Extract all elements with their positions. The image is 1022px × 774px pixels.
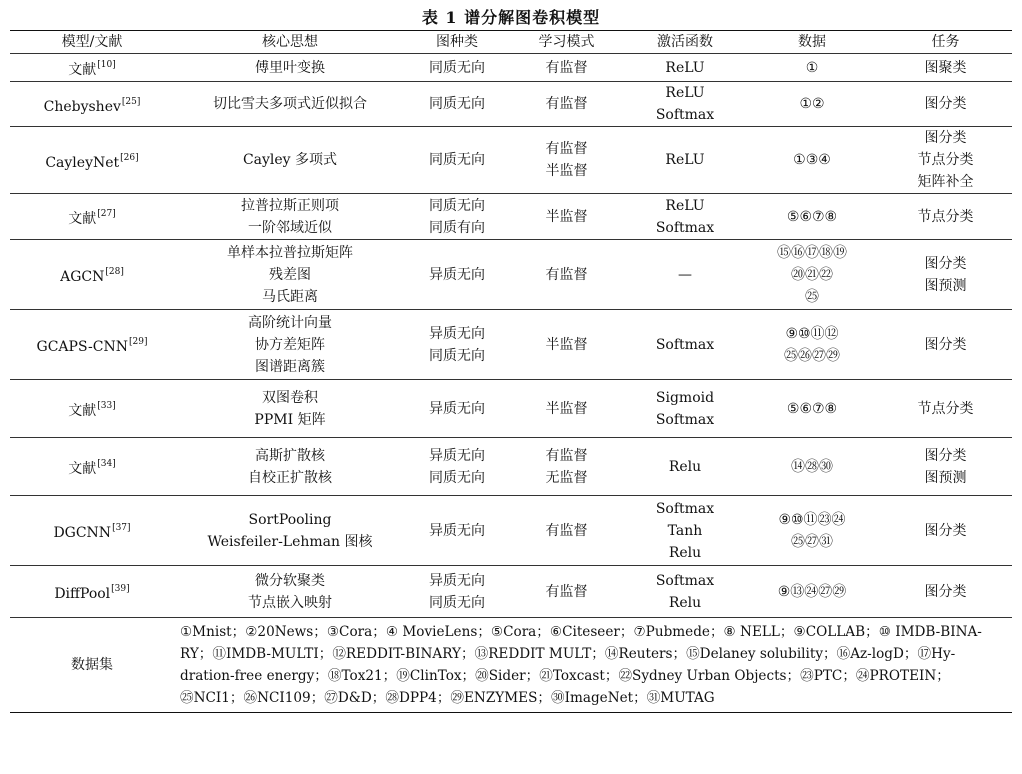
- cell-learning-mode-line: 有监督: [545, 141, 588, 157]
- cell-graph-type: [406, 496, 508, 566]
- cell-core-idea-line: 切比雪夫多项式近似拟合: [213, 96, 367, 112]
- cell-core-idea-line: 拉普拉斯正则项: [241, 197, 339, 214]
- cell-graph-type-line: 异质无向: [429, 266, 485, 283]
- cell-learning-mode-line: 有监督: [545, 522, 588, 539]
- cell-data-line: ⑭㉘㉚: [791, 458, 833, 475]
- cell-activation: [625, 82, 745, 127]
- dataset-list-line: ①Mnist；②20News；③Cora；④ MovieLens；⑤Cora；⑥Citeseer；⑦Pubmede；⑧ NELL；⑨COLLAB；⑩ IMDB-BINA-: [180, 624, 982, 640]
- cell-learning-mode-line: 有监督: [545, 266, 588, 283]
- citation-ref: [26]: [120, 152, 139, 163]
- model-name: Chebyshev: [43, 98, 121, 115]
- cell-task: [879, 310, 1012, 380]
- cell-graph-type-line: 同质无向: [429, 96, 485, 112]
- cell-task: [879, 54, 1012, 82]
- cell-activation: [625, 54, 745, 82]
- cell-core-idea: [174, 438, 406, 496]
- cell-task-line: 图分类: [924, 447, 967, 464]
- cell-graph-type-line: 异质无向: [429, 572, 485, 589]
- cell-data: [745, 310, 879, 380]
- cell-learning-mode-line: 有监督: [545, 447, 588, 464]
- cell-data-line: ⑳㉑㉒: [791, 266, 833, 283]
- cell-data-line: ⑨⑩⑪㉓㉔: [778, 511, 846, 528]
- cell-model: [10, 82, 174, 127]
- cell-activation-line: Relu: [668, 544, 702, 561]
- cell-core-idea: [174, 127, 406, 194]
- cell-task-line: 节点分类: [917, 152, 974, 168]
- cell-learning-mode-line: 无监督: [545, 469, 588, 486]
- cell-core-idea: [174, 54, 406, 82]
- table-row: [10, 82, 1012, 127]
- cell-data: [745, 566, 879, 618]
- cell-core-idea-line: 一阶邻域近似: [248, 219, 332, 236]
- model-name: 文献: [68, 461, 97, 477]
- cell-graph-type-line: 同质无向: [429, 469, 485, 486]
- cell-core-idea: [174, 496, 406, 566]
- table-row: [10, 438, 1012, 496]
- cell-core-idea-line: 马氏距离: [262, 288, 318, 305]
- cell-graph-type-line: 异质无向: [429, 325, 485, 342]
- model-name: 文献: [68, 62, 97, 78]
- cell-data: [745, 496, 879, 566]
- cell-core-idea-line: PPMI 矩阵: [254, 411, 326, 428]
- model-name: DiffPool: [54, 586, 111, 602]
- cell-task-line: 图分类: [924, 96, 967, 112]
- cell-core-idea-line: 残差图: [269, 266, 311, 283]
- cell-activation-line: ReLU: [665, 197, 705, 214]
- cell-activation: [625, 566, 745, 618]
- table-row: [10, 566, 1012, 618]
- cell-data: [745, 82, 879, 127]
- header-model: 模型/文献: [10, 31, 174, 54]
- cell-graph-type: [406, 240, 508, 310]
- cell-graph-type-line: 同质有向: [429, 219, 485, 236]
- cell-graph-type: [406, 127, 508, 194]
- citation-ref: [28]: [105, 267, 124, 277]
- model-name: 文献: [68, 211, 97, 227]
- cell-activation-line: Softmax: [655, 500, 715, 517]
- cell-learning-mode: [508, 566, 625, 618]
- model-name: 文献: [68, 403, 97, 419]
- dataset-list: [174, 618, 1012, 713]
- cell-data-line: ㉕: [805, 288, 819, 305]
- table-row: [10, 496, 1012, 566]
- cell-task-line: 节点分类: [917, 400, 974, 417]
- cell-activation: [625, 380, 745, 438]
- cell-activation: [625, 127, 745, 194]
- cell-graph-type-line: 异质无向: [429, 522, 485, 539]
- cell-core-idea-line: 图谱距离簇: [255, 358, 325, 375]
- header-task: 任务: [879, 31, 1012, 54]
- cell-activation-line: Softmax: [655, 107, 715, 123]
- table-row: [10, 54, 1012, 82]
- model-name: AGCN: [60, 269, 105, 285]
- cell-data: [745, 380, 879, 438]
- cell-task: [879, 438, 1012, 496]
- cell-task: [879, 240, 1012, 310]
- citation-ref: [10]: [97, 60, 116, 70]
- cell-activation: [625, 240, 745, 310]
- cell-model: [10, 54, 174, 82]
- cell-graph-type: [406, 310, 508, 380]
- citation-ref: [29]: [129, 337, 148, 347]
- cell-task-line: 图聚类: [924, 59, 967, 76]
- citation-ref: [39]: [111, 584, 130, 594]
- header-data: 数据: [745, 31, 879, 54]
- dataset-list-line: dration-free energy；⑱Tox21；⑲ClinTox；⑳Sider；㉑Toxcast；㉒Sydney Urban Objects；㉓PTC；㉔PROTEIN；: [180, 668, 950, 684]
- table-row: [10, 127, 1012, 194]
- cell-data: [745, 240, 879, 310]
- cell-data-line: ①③④: [793, 152, 831, 168]
- cell-core-idea: [174, 194, 406, 240]
- cell-learning-mode: [508, 127, 625, 194]
- model-name: GCAPS-CNN: [36, 339, 128, 355]
- cell-learning-mode-line: 半监督: [545, 163, 588, 179]
- cell-model: [10, 380, 174, 438]
- cell-activation-line: Softmax: [655, 219, 715, 236]
- cell-core-idea-line: 单样本拉普拉斯矩阵: [227, 244, 353, 261]
- cell-learning-mode-line: 半监督: [545, 400, 588, 417]
- cell-core-idea-line: 节点嵌入映射: [248, 594, 332, 611]
- cell-learning-mode: [508, 54, 625, 82]
- dataset-label: 数据集: [10, 618, 174, 713]
- dataset-list-line: RY；⑪IMDB-MULTI；⑫REDDIT-BINARY；⑬REDDIT MULT；⑭Reuters；⑮Delaney solubility；⑯Az-logD；⑰Hy-: [180, 646, 956, 662]
- cell-core-idea-line: 自校正扩散核: [248, 469, 332, 486]
- cell-learning-mode-line: 有监督: [545, 59, 588, 76]
- cell-learning-mode-line: 有监督: [545, 583, 588, 600]
- cell-core-idea-line: 微分软聚类: [255, 572, 325, 589]
- cell-activation: [625, 438, 745, 496]
- dataset-row: [10, 618, 1012, 713]
- cell-learning-mode-line: 半监督: [545, 208, 588, 225]
- cell-graph-type: [406, 82, 508, 127]
- cell-activation-line: —: [678, 266, 692, 283]
- cell-core-idea-line: Weisfeiler-Lehman 图核: [207, 533, 373, 550]
- cell-activation: [625, 496, 745, 566]
- table-body: [10, 54, 1012, 713]
- cell-graph-type-line: 同质无向: [429, 594, 485, 611]
- cell-graph-type-line: 同质无向: [429, 59, 485, 76]
- cell-data-line: ⑤⑥⑦⑧: [786, 208, 838, 225]
- cell-learning-mode: [508, 240, 625, 310]
- header-row: [10, 31, 1012, 54]
- cell-data-line: ①: [805, 59, 819, 76]
- dataset-list-line: ㉕NCI1；㉖NCI109；㉗D&D；㉘DPP4；㉙ENZYMES；㉚ImageNet；㉛MUTAG: [180, 690, 715, 706]
- cell-learning-mode: [508, 194, 625, 240]
- cell-activation-line: Relu: [668, 458, 702, 475]
- table-row: [10, 310, 1012, 380]
- cell-task-line: 图分类: [924, 130, 967, 146]
- cell-activation-line: ReLU: [665, 85, 705, 101]
- cell-model: [10, 438, 174, 496]
- cell-core-idea: [174, 240, 406, 310]
- cell-graph-type-line: 异质无向: [429, 447, 485, 464]
- cell-graph-type: [406, 54, 508, 82]
- cell-activation-line: Softmax: [655, 411, 715, 428]
- cell-data: [745, 54, 879, 82]
- cell-task-line: 节点分类: [917, 208, 974, 225]
- cell-task: [879, 127, 1012, 194]
- cell-model: [10, 310, 174, 380]
- cell-core-idea-line: 高阶统计向量: [248, 314, 332, 331]
- table-title: 表 1 谱分解图卷积模型: [421, 8, 601, 27]
- cell-data-line: ①②: [799, 96, 825, 112]
- cell-data-line: ㉕㉖㉗㉙: [784, 347, 840, 364]
- cell-graph-type-line: 同质无向: [429, 152, 485, 168]
- table-row: [10, 240, 1012, 310]
- cell-learning-mode: [508, 380, 625, 438]
- model-name: CayleyNet: [45, 154, 120, 171]
- cell-task: [879, 380, 1012, 438]
- cell-learning-mode-line: 有监督: [545, 96, 588, 112]
- cell-core-idea: [174, 310, 406, 380]
- cell-graph-type-line: 异质无向: [429, 400, 485, 417]
- citation-ref: [25]: [121, 96, 141, 107]
- header-activation: 激活函数: [625, 31, 745, 54]
- cell-data: [745, 194, 879, 240]
- table-row: [10, 380, 1012, 438]
- cell-task-line: 图分类: [924, 336, 967, 353]
- cell-core-idea-line: 协方差矩阵: [255, 336, 325, 353]
- cell-model: [10, 566, 174, 618]
- cell-activation-line: Tanh: [667, 522, 703, 539]
- cell-task-line: 图分类: [924, 522, 967, 539]
- cell-learning-mode: [508, 82, 625, 127]
- cell-core-idea-line: SortPooling: [248, 511, 332, 528]
- cell-task: [879, 82, 1012, 127]
- cell-data: [745, 127, 879, 194]
- cell-activation-line: Relu: [668, 594, 702, 611]
- cell-activation-line: ReLU: [665, 59, 705, 76]
- cell-task-line: 矩阵补全: [917, 174, 974, 190]
- cell-core-idea: [174, 566, 406, 618]
- cell-data-line: ⑨⑬㉔㉗㉙: [777, 583, 847, 600]
- cell-core-idea-line: 高斯扩散核: [255, 447, 325, 464]
- header-idea: 核心思想: [174, 31, 406, 54]
- cell-activation: [625, 194, 745, 240]
- cell-graph-type-line: 同质无向: [429, 347, 485, 364]
- citation-ref: [33]: [97, 401, 116, 411]
- header-learning-mode: 学习模式: [508, 31, 625, 54]
- cell-learning-mode: [508, 496, 625, 566]
- cell-core-idea-line: Cayley 多项式: [242, 152, 338, 168]
- cell-data-line: ⑨⑩⑪⑫: [785, 325, 839, 342]
- cell-model: [10, 240, 174, 310]
- citation-ref: [27]: [97, 209, 116, 219]
- table-row: [10, 194, 1012, 240]
- cell-data-line: ⑤⑥⑦⑧: [786, 400, 838, 417]
- cell-data: [745, 438, 879, 496]
- cell-core-idea: [174, 82, 406, 127]
- cell-task-line: 图分类: [924, 583, 967, 600]
- cell-graph-type: [406, 194, 508, 240]
- cell-data-line: ㉕㉗㉛: [791, 533, 833, 550]
- cell-learning-mode-line: 半监督: [545, 336, 588, 353]
- cell-data-line: ⑮⑯⑰⑱⑲: [777, 244, 847, 261]
- cell-graph-type: [406, 438, 508, 496]
- cell-learning-mode: [508, 310, 625, 380]
- cell-task-line: 图预测: [924, 277, 967, 294]
- cell-task-line: 图预测: [924, 469, 967, 486]
- model-name: DGCNN: [53, 525, 112, 541]
- cell-task: [879, 194, 1012, 240]
- cell-graph-type-line: 同质无向: [429, 197, 485, 214]
- cell-task-line: 图分类: [924, 255, 967, 272]
- cell-graph-type: [406, 380, 508, 438]
- cell-activation-line: Softmax: [655, 572, 715, 589]
- cell-model: [10, 194, 174, 240]
- cell-activation: [625, 310, 745, 380]
- header-graph-type: 图种类: [406, 31, 508, 54]
- cell-core-idea-line: 傅里叶变换: [255, 59, 325, 76]
- cell-task: [879, 566, 1012, 618]
- cell-activation-line: Softmax: [655, 336, 715, 353]
- citation-ref: [34]: [97, 459, 116, 469]
- citation-ref: [37]: [112, 523, 131, 533]
- cell-activation-line: Sigmoid: [655, 389, 715, 406]
- cell-task: [879, 496, 1012, 566]
- cell-core-idea-line: 双图卷积: [262, 389, 318, 406]
- cell-core-idea: [174, 380, 406, 438]
- cell-graph-type: [406, 566, 508, 618]
- cell-model: [10, 496, 174, 566]
- cell-model: [10, 127, 174, 194]
- cell-activation-line: ReLU: [665, 152, 705, 168]
- spectral-gcn-table: [10, 30, 1012, 713]
- cell-learning-mode: [508, 438, 625, 496]
